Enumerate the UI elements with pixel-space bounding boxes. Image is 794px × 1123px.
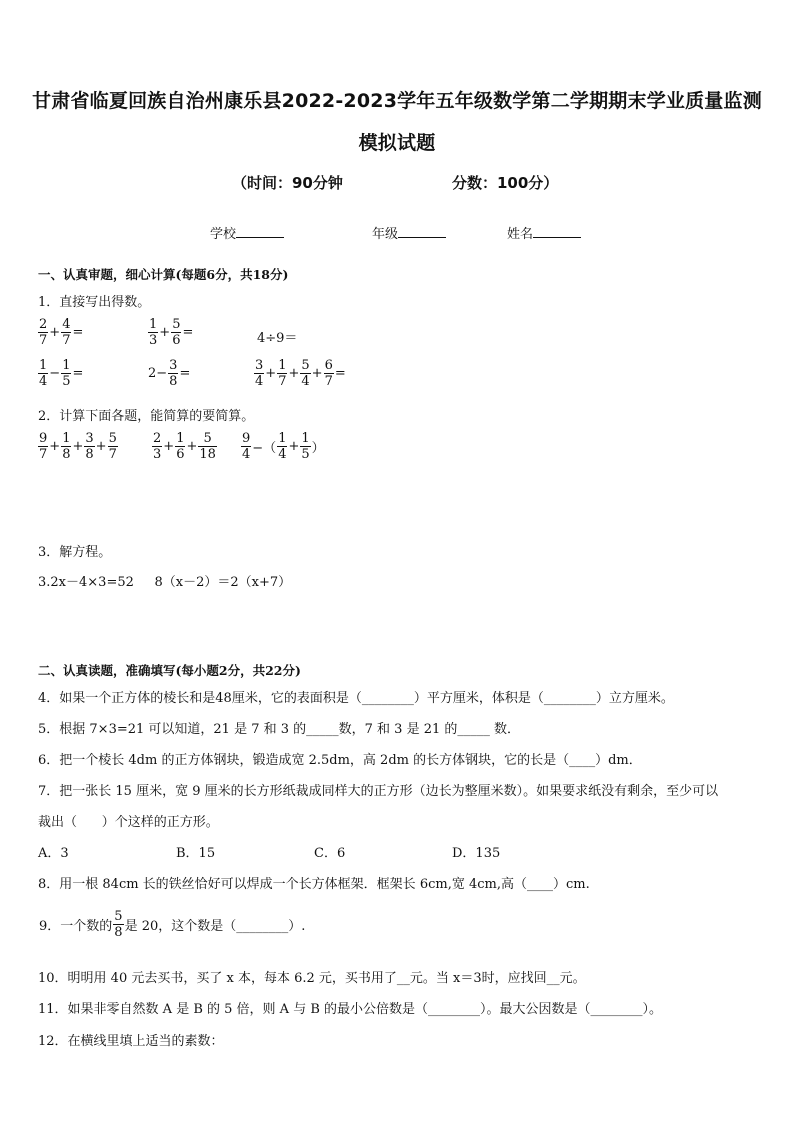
question-10: 10．明明用 40 元去买书，买了 x 本，每本 6.2 元，买书用了__元。当 x＝3时，应找回__元。 [38, 971, 586, 986]
name-blank[interactable] [533, 225, 581, 238]
q2-item-c: $\frac{9}{4}$ −（ $\frac{1}{4}$ + $\frac{1}{5}$ ） [242, 431, 325, 462]
q2-item-b: $\frac{2}{3}$ + $\frac{1}{6}$ + $\frac{5}{18}$ [153, 431, 216, 462]
question-4: 4．如果一个正方体的棱长和是48厘米，它的表面积是（________）平方厘米，体积是（________）立方厘米。 [38, 691, 674, 706]
q1-item-d: $\frac{1}{4}$ − $\frac{1}{5}$ = [39, 358, 84, 389]
q1-item-e: 2− $\frac{3}{8}$ = [148, 358, 191, 389]
time-label: （时间：90分钟 [232, 174, 343, 192]
q1-item-f: $\frac{3}{4}$ + $\frac{1}{7}$ + $\frac{5}{4}$ + $\frac{6}{7}$ = [255, 358, 346, 389]
section-1-heading: 一、认真审题，细心计算(每题6分，共18分) [38, 267, 289, 282]
question-8: 8．用一根 84cm 长的铁丝恰好可以焊成一个长方体框架．框架长 6cm,宽 4cm,高（____）cm. [38, 877, 590, 892]
q3-equations: 3.2x－4×3=52 8（x－2）＝2（x+7） [38, 575, 292, 590]
school-blank[interactable] [236, 225, 284, 238]
school-field[interactable]: 学校 [210, 223, 284, 242]
section-2-heading: 二、认真读题，准确填写(每小题2分，共22分) [38, 663, 301, 678]
q7-option-a[interactable]: A．3 [38, 846, 69, 861]
grade-field[interactable]: 年级 [372, 223, 446, 242]
q7-option-d[interactable]: D．135 [452, 846, 501, 861]
question-2: 2．计算下面各题，能简算的要简算。 [38, 409, 255, 424]
question-11: 11．如果非零自然数 A 是 B 的 5 倍，则 A 与 B 的最小公倍数是（________）。最大公因数是（________）。 [38, 1002, 663, 1017]
question-7-line2: 裁出（ ）个这样的正方形。 [38, 815, 219, 830]
question-3: 3．解方程。 [38, 545, 112, 560]
question-5: 5．根据 7×3=21 可以知道，21 是 7 和 3 的_____数，7 和 3 是 21 的_____ 数． [38, 722, 521, 737]
grade-blank[interactable] [398, 225, 446, 238]
q2-item-a: $\frac{9}{7}$ + $\frac{1}{8}$ + $\frac{3}{8}$ + $\frac{5}{7}$ [39, 431, 117, 462]
question-12: 12．在横线里填上适当的素数： [38, 1034, 224, 1049]
q7-option-c[interactable]: C．6 [314, 846, 346, 861]
question-7-line1: 7．把一张长 15 厘米，宽 9 厘米的长方形纸裁成同样大的正方形（边长为整厘米数）。如果要求纸没有剩余，至少可以 [38, 784, 719, 799]
q1-item-c: 4÷9＝ [257, 331, 298, 346]
name-field[interactable]: 姓名 [507, 223, 581, 242]
title-line1: 甘肃省临夏回族自治州康乐县2022-2023学年五年级数学第二学期期末学业质量监测 [32, 90, 762, 112]
question-9: 9．一个数的 $\frac{5}{8}$ 是 20，这个数是（________）. [39, 909, 306, 940]
question-6: 6．把一个棱长 4dm 的正方体钢块，锻造成宽 2.5dm，高 2dm 的长方体钢块，它的长是（____）dm． [38, 753, 642, 768]
q1-item-a: $\frac{2}{7}$ + $\frac{4}{7}$ = [39, 317, 84, 348]
score-label: 分数：100分） [452, 174, 559, 192]
question-1: 1．直接写出得数。 [38, 295, 151, 310]
q1-item-b: $\frac{1}{3}$ + $\frac{5}{6}$ = [149, 317, 194, 348]
q7-option-b[interactable]: B．15 [176, 846, 216, 861]
title-line2: 模拟试题 [358, 132, 436, 154]
